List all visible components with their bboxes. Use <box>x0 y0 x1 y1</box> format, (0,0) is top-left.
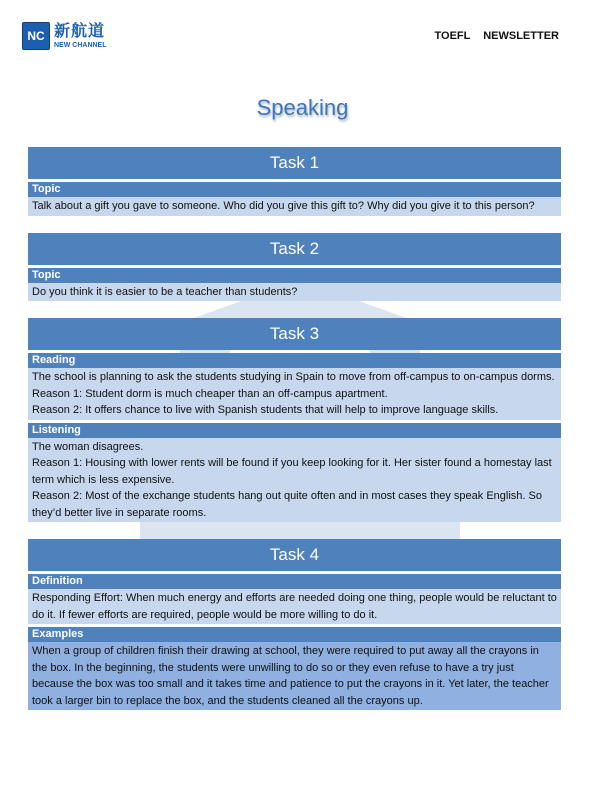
section-text: Do you think it is easier to be a teacher than students? <box>32 285 298 298</box>
section-text: The woman disagrees. <box>32 440 144 453</box>
section-label: Reading <box>28 353 561 368</box>
section-body <box>28 589 561 624</box>
section-text: Talk about a gift you gave to someone. Who did you give this gift to? Why did you give it to this person? <box>32 200 535 212</box>
task-heading: Task 3 <box>28 318 561 350</box>
section-text: Reason 2: It offers chance to live with Spanish students that will help to improve language skills. <box>32 404 499 416</box>
section-label: Definition <box>28 574 561 589</box>
section-body <box>28 197 561 216</box>
task-heading: Task 4 <box>28 539 561 571</box>
task-block <box>28 539 561 710</box>
section-body <box>28 438 561 523</box>
section-text: Reason 2: Most of the exchange students hang out quite often and in most cases they speak English. So they’d better live in separate rooms. <box>32 490 542 519</box>
task-block <box>28 233 561 302</box>
brand-logo <box>22 22 107 50</box>
section-label: Examples <box>28 627 561 642</box>
section-body <box>28 642 561 710</box>
page-title: Speaking <box>256 95 349 120</box>
section-body <box>28 368 561 420</box>
section-label: Topic <box>28 182 561 197</box>
section-text: Reason 1: Student dorm is much cheaper than an off-campus apartment. <box>32 387 388 400</box>
logo-english-name: NEW CHANNEL <box>54 41 107 49</box>
section-text: Responding Effort: When much energy and efforts are needed doing one thing, people would be reluctant to do it. If fewer efforts are required, people would be more willing to do it. <box>32 592 557 621</box>
task-heading: Task 1 <box>28 147 561 179</box>
section-label: Topic <box>28 268 561 283</box>
section-label: Listening <box>28 423 561 438</box>
section-text: When a group of children finish their drawing at school, they were required to put away all the crayons in the box. In the beginning, the students were unwilling to do so or they even refuse to have a try just because the box was too small and it takes time and patience to put the crayons in it. Yet later, the teacher took a larger bin to replace the box, and the students cleaned all the crayons up. <box>32 645 549 707</box>
newsletter-header: TOEFL NEWSLETTER <box>434 30 559 42</box>
task-heading: Task 2 <box>28 233 561 265</box>
task-block <box>28 318 561 522</box>
logo-chinese-name: 新航道 <box>54 22 106 40</box>
section-body <box>28 283 561 302</box>
section-text: The school is planning to ask the students studying in Spain to move from off-campus to on-campus dorms. <box>32 371 555 383</box>
logo-badge: NC <box>22 22 50 50</box>
task-list <box>28 147 561 727</box>
task-block <box>28 147 561 216</box>
section-text: Reason 1: Housing with lower rents will be found if you keep looking for it. Her sister found a homestay last term which is less expensive. <box>32 457 552 486</box>
